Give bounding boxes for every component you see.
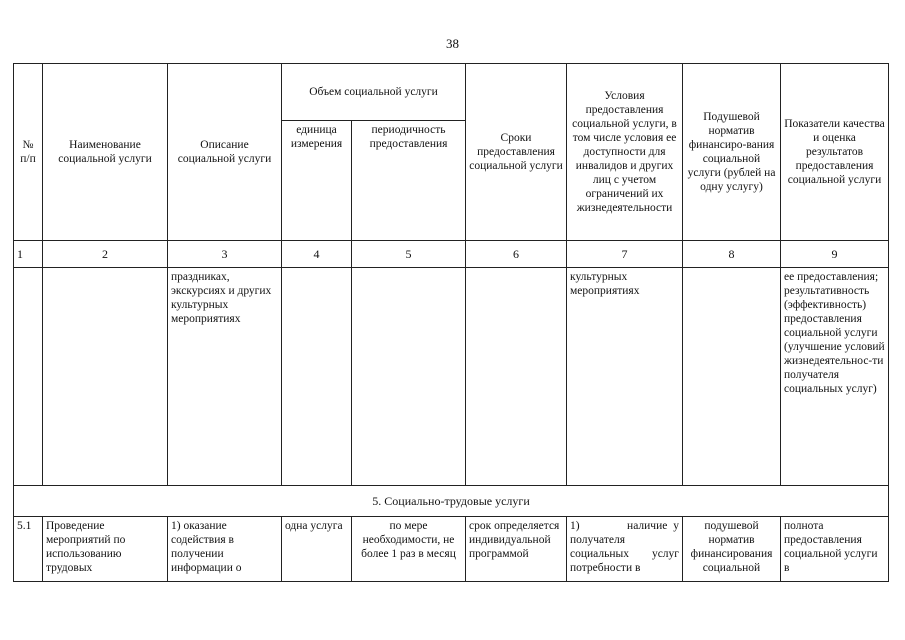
section-title: 5. Социально-трудовые услуги bbox=[14, 486, 889, 517]
row-conditions: 1) наличие у получателя социальных услуг потребности в bbox=[567, 517, 683, 582]
row-periodicity: по мере необходимости, не более 1 раз в месяц bbox=[352, 517, 466, 582]
column-number: 4 bbox=[282, 241, 352, 268]
row-number: 5.1 bbox=[14, 517, 43, 582]
header-quality: Показатели качества и оценка результатов предоставления социальной услуги bbox=[781, 64, 889, 241]
header-norm: Подушевой норматив финансиро-вания социальной услуги (рублей на одну услугу) bbox=[683, 64, 781, 241]
column-number: 8 bbox=[683, 241, 781, 268]
row-unit: одна услуга bbox=[282, 517, 352, 582]
table-row bbox=[14, 517, 889, 582]
table-cell bbox=[14, 268, 43, 486]
row-description: 1) оказание содействия в получении информации о bbox=[168, 517, 282, 582]
column-numbers-row bbox=[14, 241, 889, 268]
column-number: 6 bbox=[466, 241, 567, 268]
header-terms: Сроки предоставления социальной услуги bbox=[466, 64, 567, 241]
header-description: Описание социальной услуги bbox=[168, 64, 282, 241]
column-number: 5 bbox=[352, 241, 466, 268]
header-volume-group: Объем социальной услуги bbox=[282, 64, 466, 121]
row-terms: срок определяется индивидуальной программой bbox=[466, 517, 567, 582]
row-quality: полнота предоставления социальной услуги в bbox=[781, 517, 889, 582]
section-row bbox=[14, 486, 889, 517]
header-number: № п/п bbox=[14, 64, 43, 241]
table-cell bbox=[43, 268, 168, 486]
row-service-name: Проведение мероприятий по использованию трудовых bbox=[43, 517, 168, 582]
continued-conditions: культурных мероприятиях bbox=[567, 268, 683, 486]
table-cell bbox=[683, 268, 781, 486]
table-cell bbox=[282, 268, 352, 486]
column-number: 3 bbox=[168, 241, 282, 268]
header-row-top bbox=[14, 64, 889, 121]
column-number: 1 bbox=[14, 241, 43, 268]
header-unit: единица измерения bbox=[282, 121, 352, 241]
header-service-name: Наименование социальной услуги bbox=[43, 64, 168, 241]
continued-quality: ее предоставления; результативность (эффективность) предоставления социальной услуги (улучшение условий жизнедеятельнос-ти получателя социальных услуг) bbox=[781, 268, 889, 486]
table-cell bbox=[352, 268, 466, 486]
table-cell bbox=[466, 268, 567, 486]
column-number: 2 bbox=[43, 241, 168, 268]
continued-row bbox=[14, 268, 889, 486]
header-conditions: Условия предоставления социальной услуги, в том числе условия ее доступности для инвалидов и других лиц с учетом ограничений их жизнедеятельности bbox=[567, 64, 683, 241]
social-services-table bbox=[13, 63, 889, 582]
column-number: 7 bbox=[567, 241, 683, 268]
continued-description: праздниках, экскурсиях и других культурных мероприятиях bbox=[168, 268, 282, 486]
page-number: 38 bbox=[446, 36, 459, 51]
row-norm: подушевой норматив финансирования социальной bbox=[683, 517, 781, 582]
header-periodicity: периодичность предоставления bbox=[352, 121, 466, 241]
column-number: 9 bbox=[781, 241, 889, 268]
